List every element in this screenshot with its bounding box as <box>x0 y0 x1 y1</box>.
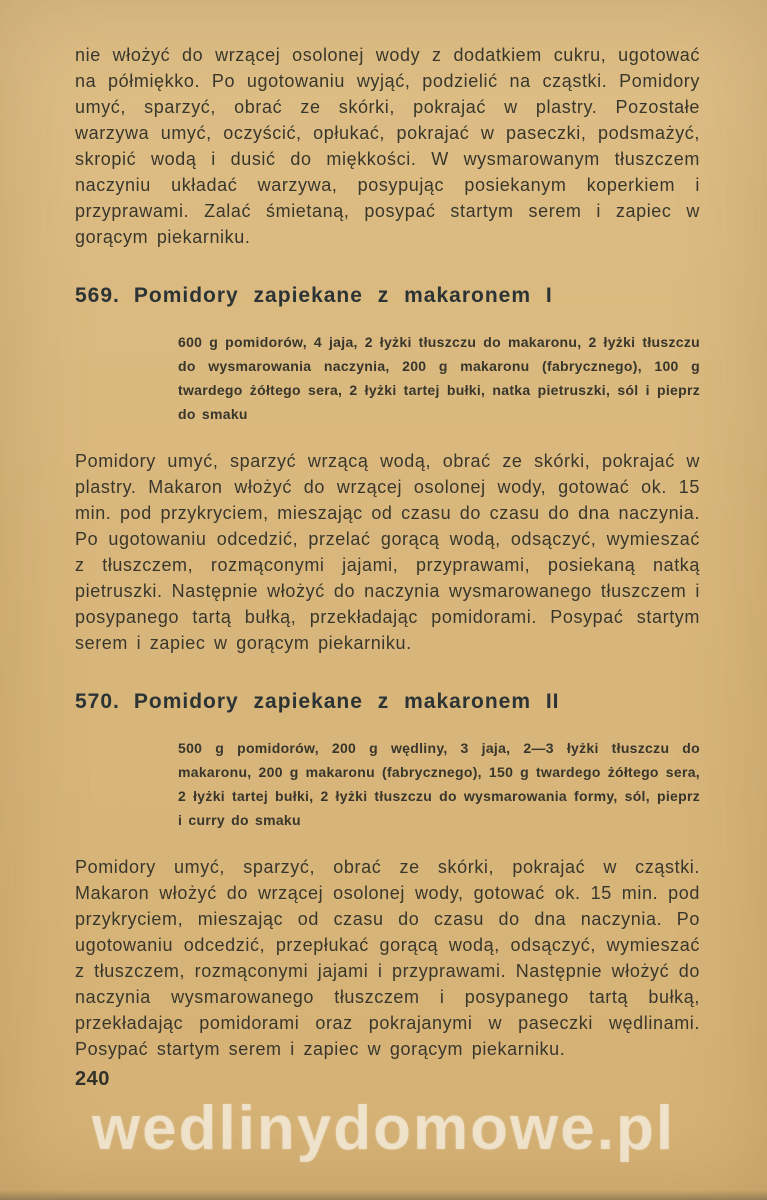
page-content <box>75 42 700 1062</box>
scan-bottom-edge <box>0 1190 767 1200</box>
watermark: wedlinydomowe.pl <box>91 1094 676 1163</box>
recipe-569-section <box>75 284 700 656</box>
recipe-570-section <box>75 690 700 1062</box>
recipe-ingredients: 600 g pomidorów, 4 jaja, 2 łyżki tłuszczu do makaronu, 2 łyżki tłuszczu do wysmarowania naczynia, 200 g makaronu (fabrycznego), 100 g twardego żółtego sera, 2 łyżki tartej bułki, natka pietruszki, sól i pieprz do smaku <box>178 334 700 422</box>
recipe-number: 570. <box>75 690 120 713</box>
recipe-instructions: Pomidory umyć, sparzyć wrzącą wodą, obrać ze skórki, pokrajać w plastry. Makaron włożyć do wrzącej osolonej wody, gotować ok. 15 min. pod przykryciem, mieszając od czasu do czasu do dna naczynia. Po ugotowaniu odcedzić, przelać gorącą wodą, odsączyć, wymieszać z tłuszczem, rozmąconymi jajami, przyprawami, posiekaną natką pietruszki. Następnie włożyć do naczynia wysmarowanego tłuszczem i posypanego tartą bułką, przekładając pomidorami. Posypać startym serem i zapiec w gorącym piekarniku. <box>75 451 700 653</box>
recipe-title: Pomidory zapiekane z makaronem II <box>133 690 560 713</box>
page-number: 240 <box>75 1068 110 1090</box>
recipe-number: 569. <box>75 284 120 307</box>
recipe-heading <box>75 690 700 714</box>
recipe-title: Pomidory zapiekane z makaronem I <box>133 284 553 307</box>
recipe-heading <box>75 284 700 308</box>
recipe-ingredients: 500 g pomidorów, 200 g wędliny, 3 jaja, 2—3 łyżki tłuszczu do makaronu, 200 g makaronu (fabrycznego), 150 g twardego żółtego sera, 2 łyżki tartej bułki, 2 łyżki tłuszczu do wysmarowania formy, sól, pieprz i curry do smaku <box>178 740 700 828</box>
recipe-instructions: Pomidory umyć, sparzyć, obrać ze skórki, pokrajać w cząstki. Makaron włożyć do wrzącej osolonej wody, gotować ok. 15 min. pod przykryciem, mieszając od czasu do czasu do dna naczynia. Po ugotowaniu odcedzić, przepłukać gorącą wodą, odsączyć, wymieszać z tłuszczem, rozmąconymi jajami i przyprawami. Następnie włożyć do naczynia wysmarowanego tłuszczem i posypanego tartą bułką, przekładając pomidorami oraz pokrajanymi w paseczki wędlinami. Posypać startym serem i zapiec w gorącym piekarniku. <box>75 857 700 1059</box>
intro-paragraph: nie włożyć do wrzącej osolonej wody z dodatkiem cukru, ugotować na półmiękko. Po ugotowaniu wyjąć, podzielić na cząstki. Pomidory umyć, sparzyć, obrać ze skórki, pokrajać w plastry. Pozostałe warzywa umyć, oczyścić, opłukać, pokrajać w paseczki, podsmażyć, skropić wodą i dusić do miękkości. W wysmarowanym tłuszczem naczyniu układać warzywa, posypując posiekanym koperkiem i przyprawami. Zalać śmietaną, posypać startym serem i zapiec w gorącym piekarniku. <box>75 45 700 247</box>
